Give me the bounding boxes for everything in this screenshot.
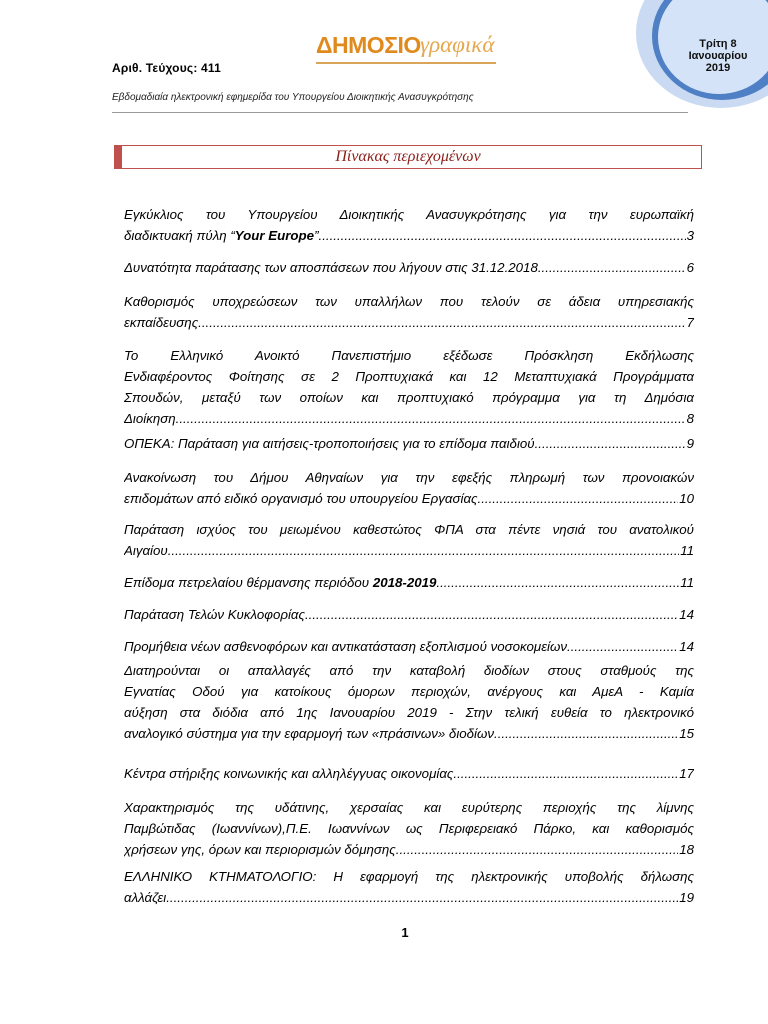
toc-entry-last-line xyxy=(124,604,694,625)
logo xyxy=(316,28,496,68)
toc-entry[interactable] xyxy=(124,797,694,860)
toc-entry-last-line xyxy=(124,433,694,454)
toc-leader-dots xyxy=(567,636,678,657)
toc-page-number: 17 xyxy=(679,766,694,781)
toc-entry-text xyxy=(124,540,168,561)
toc-entry-last-line xyxy=(124,887,694,908)
toc-entry-text xyxy=(124,636,567,657)
toc-entry-text-start: Δυνατότητα παράτασης των αποσπάσεων που λήγουν στις 31.12.2018 xyxy=(124,260,538,275)
toc-leader-dots xyxy=(198,312,685,333)
toc-entry-text-start: αναλογικό σύστημα για την εφαρμογή των «πράσινων» διοδίων xyxy=(124,726,495,741)
toc-entry-line: Καθορισμός υποχρεώσεων των υπαλλήλων που τελούν σε άδεια υπηρεσιακής xyxy=(124,294,694,309)
toc-entry-line: Εγκύκλιος του Υπουργείου Διοικητικής Ανασυγκρότησης για την ευρωπαϊκή xyxy=(124,207,694,222)
toc-entry-text-start: Κέντρα στήριξης κοινωνικής και αλληλέγγυας οικονομίας xyxy=(124,766,454,781)
toc-entry[interactable] xyxy=(124,257,694,278)
toc-entry[interactable] xyxy=(124,636,694,657)
date-year: 2019 xyxy=(705,62,731,74)
toc-title-box xyxy=(114,145,702,169)
toc-entry-text-start: αλλάζει xyxy=(124,890,167,905)
toc-entry-text xyxy=(124,408,176,429)
toc-leader-dots xyxy=(535,433,686,454)
toc-page-number: 15 xyxy=(679,726,694,741)
toc-entry-text-start: Παράταση Τελών Κυκλοφορίας xyxy=(124,607,305,622)
toc-leader-dots xyxy=(166,887,678,908)
publication-subtitle: Εβδομαδιαία ηλεκτρονική εφημερίδα του Υπουργείου Διοικητικής Ανασυγκρότησης xyxy=(112,92,474,103)
toc-entry-text xyxy=(124,257,538,278)
toc-entry-text xyxy=(124,312,198,333)
toc-entry-text-start: διαδικτυακή πύλη “ xyxy=(124,228,235,243)
toc-entry-last-line xyxy=(124,763,694,784)
date-badge xyxy=(664,38,768,74)
toc-entry[interactable] xyxy=(124,519,694,561)
toc-entry-last-line xyxy=(124,257,694,278)
toc-entry[interactable] xyxy=(124,572,694,593)
toc-entry-line: Διατηρούνται οι απαλλαγές από την καταβολή διοδίων στους σταθμούς της xyxy=(124,663,694,678)
toc-entry[interactable] xyxy=(124,763,694,784)
issue-number: Αριθ. Τεύχους: 411 xyxy=(112,61,222,75)
toc-entry-last-line xyxy=(124,723,694,744)
toc-entry[interactable] xyxy=(124,660,694,744)
toc-entry-text xyxy=(124,887,166,908)
toc-entry-text xyxy=(124,604,305,625)
toc-entry-text xyxy=(124,723,494,744)
toc-entry-text-start: επιδομάτων από ειδικό οργανισμό του υπουργείου Εργασίας xyxy=(124,491,478,506)
toc-entry[interactable] xyxy=(124,433,694,454)
toc-entry-line: ΕΛΛΗΝΙΚΟ ΚΤΗΜΑΤΟΛΟΓΙΟ: Η εφαρμογή της ηλεκτρονικής υποβολής δήλωσης xyxy=(124,869,694,884)
toc-entry-text-end: ” xyxy=(314,228,319,243)
toc-page-number: 3 xyxy=(686,228,694,243)
toc-page-number: 10 xyxy=(679,491,694,506)
toc-page-number: 6 xyxy=(686,260,694,275)
logo-main-text: ΔΗΜΟΣΙΟ xyxy=(316,32,421,58)
toc-page-number: 9 xyxy=(686,436,694,451)
toc-entry[interactable] xyxy=(124,291,694,333)
toc-entry[interactable] xyxy=(124,345,694,429)
toc-entry-line: Το Ελληνικό Ανοικτό Πανεπιστήμιο εξέδωσε Πρόσκληση Εκδήλωσης xyxy=(124,348,694,363)
toc-entry[interactable] xyxy=(124,866,694,908)
toc-entry[interactable] xyxy=(124,604,694,625)
toc-title: Πίνακας περιεχομένων xyxy=(335,148,481,165)
toc-entry-line: Χαρακτηρισμός της υδάτινης, χερσαίας και ευρύτερης περιοχής της λίμνης xyxy=(124,800,694,815)
toc-entry-text-start: ΟΠΕΚΑ: Παράταση για αιτήσεις-τροποποιήσεις για το επίδομα παιδιού xyxy=(124,436,535,451)
toc-entry-text xyxy=(124,839,396,860)
toc-entry-text-start: Διοίκηση xyxy=(124,411,176,426)
toc-entry-last-line xyxy=(124,312,694,333)
toc-entry-text xyxy=(124,572,436,593)
toc-entry-text-start: εκπαίδευσης xyxy=(124,315,199,330)
toc-entry-last-line xyxy=(124,408,694,429)
toc-entry-text xyxy=(124,763,453,784)
toc-page-number: 18 xyxy=(679,842,694,857)
toc-leader-dots xyxy=(168,540,679,561)
toc-entry-last-line xyxy=(124,636,694,657)
toc-entry-last-line xyxy=(124,540,694,561)
toc-page-number: 14 xyxy=(679,639,694,654)
date-month: Ιανουαρίου xyxy=(688,50,748,62)
toc-page-number: 11 xyxy=(680,543,694,558)
toc-entry-text xyxy=(124,433,535,454)
page-number: 1 xyxy=(401,925,409,940)
toc-entry[interactable] xyxy=(124,204,694,246)
date-day: Τρίτη 8 xyxy=(699,38,737,50)
toc-leader-dots xyxy=(396,839,678,860)
toc-entry-text-start: Αιγαίου xyxy=(124,543,168,558)
toc-entry-last-line xyxy=(124,572,694,593)
toc-entry-text-bold: 2018-2019 xyxy=(372,575,437,590)
toc-entry-line: αύξηση στα διόδια από 1ης Ιανουαρίου 2019 - Στην τελική ευθεία το ηλεκτρονικό xyxy=(124,705,694,720)
toc-leader-dots xyxy=(319,225,686,246)
toc-entry-line: Εγνατίας Οδού για κατοίκους όμορων περιοχών, ανέργους και ΑμεΑ - Καμία xyxy=(124,684,694,699)
toc-page-number: 11 xyxy=(680,575,694,590)
logo-underline xyxy=(316,62,496,64)
toc-entry-text xyxy=(124,488,478,509)
toc-entry-line: Παράταση ισχύος του μειωμένου καθεστώτος ΦΠΑ στα πέντε νησιά του ανατολικού xyxy=(124,522,694,537)
toc-leader-dots xyxy=(478,488,679,509)
toc-entry-last-line xyxy=(124,225,694,246)
toc-entry-line: Παμβώτιδας (Ιωαννίνων),Π.Ε. Ιωαννίνων ως Περιφερειακό Πάρκο, και καθορισμός xyxy=(124,821,694,836)
toc-page-number: 19 xyxy=(679,890,694,905)
toc-leader-dots xyxy=(453,763,678,784)
toc-leader-dots xyxy=(305,604,678,625)
toc-entry-last-line xyxy=(124,488,694,509)
toc-entry-text-bold: Your Europe xyxy=(234,228,315,243)
toc-entry-text-start: χρήσεων γης, όρων και περιορισμών δόμησης xyxy=(124,842,396,857)
header-divider xyxy=(112,112,688,113)
toc-leader-dots xyxy=(436,572,679,593)
toc-page-number: 8 xyxy=(686,411,694,426)
toc-entry[interactable] xyxy=(124,467,694,509)
toc-page-number: 7 xyxy=(686,315,694,330)
logo-script-text: γραφικά xyxy=(420,32,495,57)
toc-entry-text-start: Προμήθεια νέων ασθενοφόρων και αντικατάσταση εξοπλισμού νοσοκομείων xyxy=(124,639,568,654)
toc-page-number: 14 xyxy=(679,607,694,622)
toc-leader-dots xyxy=(176,408,686,429)
toc-entry-text xyxy=(124,225,319,246)
toc-leader-dots xyxy=(538,257,686,278)
toc-entry-text-start: Επίδομα πετρελαίου θέρμανσης περιόδου xyxy=(124,575,373,590)
toc-entry-last-line xyxy=(124,839,694,860)
toc-entry-line: Ενδιαφέροντος Φοίτησης σε 2 Προπτυχιακά και 12 Μεταπτυχιακά Προγράμματα xyxy=(124,369,694,384)
toc-leader-dots xyxy=(494,723,678,744)
toc-entry-line: Ανακοίνωση του Δήμου Αθηναίων για την εφεξής πληρωμή των προνοιακών xyxy=(124,470,694,485)
toc-entry-line: Σπουδών, μεταξύ των οποίων και προπτυχιακό πρόγραμμα για τη Δημόσια xyxy=(124,390,694,405)
